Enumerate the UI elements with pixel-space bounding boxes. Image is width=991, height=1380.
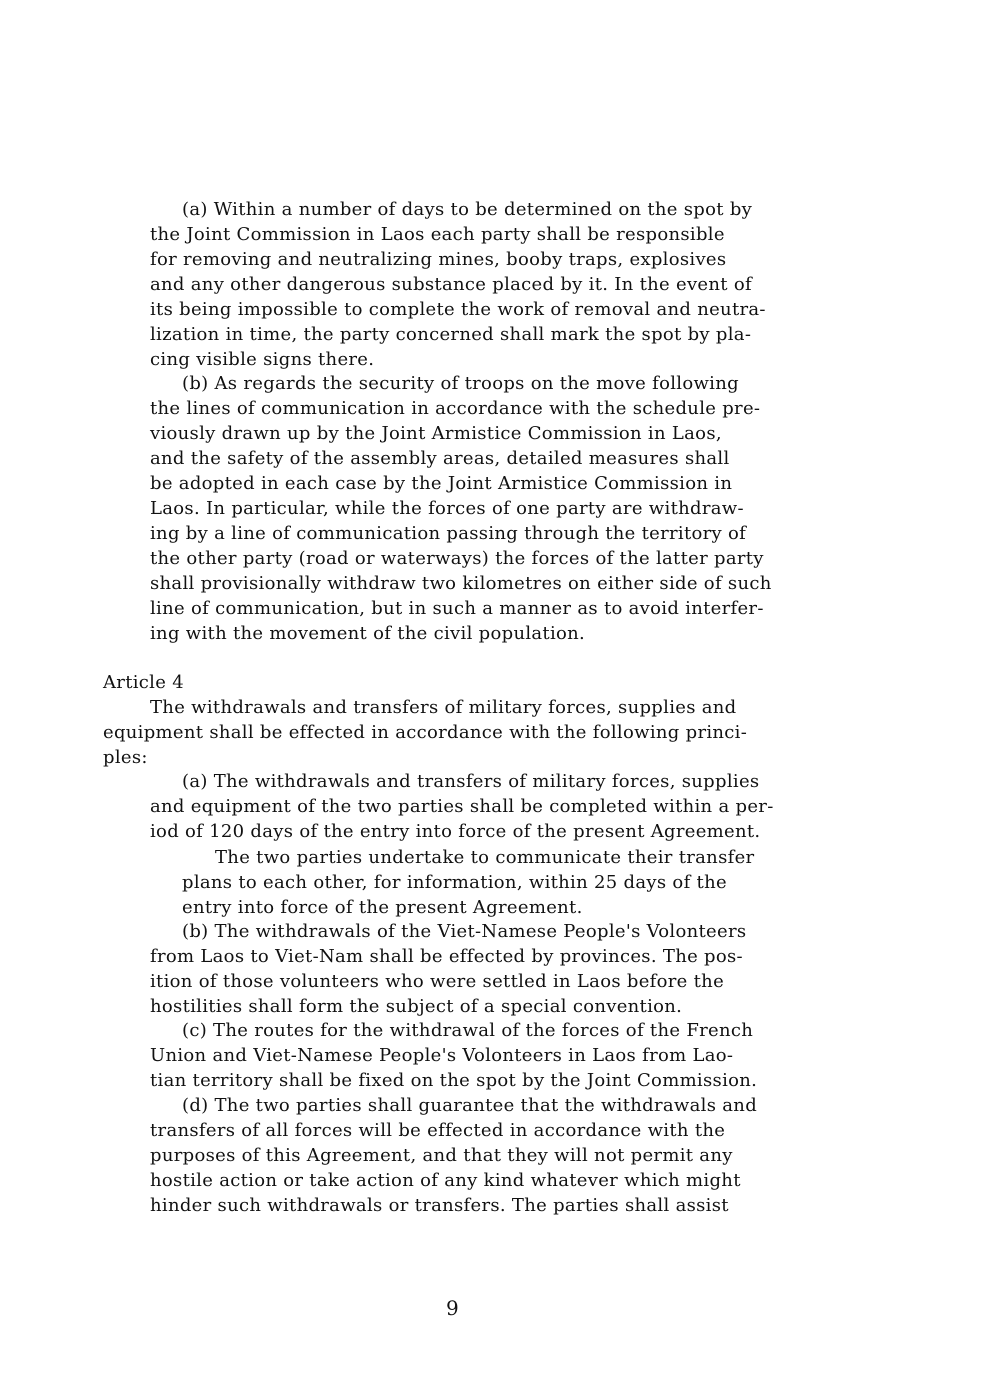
article-4b-line: hostilities shall form the subject of a special convention. xyxy=(150,996,683,1017)
article-4c-line: (c) The routes for the withdrawal of the forces of the French xyxy=(182,1020,754,1041)
article-4d-line: hostile action or take action of any kind whatever which might xyxy=(150,1170,741,1191)
para-3b-line: line of communication, but in such a manner as to avoid interfer- xyxy=(150,598,764,619)
para-3b-line: ing by a line of communication passing through the territory of xyxy=(150,523,747,544)
para-3b-line: viously drawn up by the Joint Armistice Commission in Laos, xyxy=(150,423,722,444)
article-4d-line: hinder such withdrawals or transfers. The parties shall assist xyxy=(150,1195,729,1216)
article-4a-line: and equipment of the two parties shall be completed within a per- xyxy=(150,796,774,817)
article-4c-line: Union and Viet-Namese People's Volonteers in Laos from Lao- xyxy=(150,1045,734,1066)
article-4d-line: (d) The two parties shall guarantee that the withdrawals and xyxy=(182,1095,758,1116)
para-3b-line: and the safety of the assembly areas, detailed measures shall xyxy=(150,448,730,469)
article-4d-line: purposes of this Agreement, and that they will not permit any xyxy=(150,1145,733,1166)
para-3b-line: shall provisionally withdraw two kilometres on either side of such xyxy=(150,573,772,594)
article-4a-line: iod of 120 days of the entry into force of the present Agreement. xyxy=(150,821,761,842)
article-4c-line: tian territory shall be fixed on the spot by the Joint Commission. xyxy=(150,1070,758,1091)
article-heading: Article 4 xyxy=(103,672,184,693)
para-3b-line: the lines of communication in accordance with the schedule pre- xyxy=(150,398,761,419)
para-3b-line: Laos. In particular, while the forces of one party are withdraw- xyxy=(150,498,744,519)
page-number: 9 xyxy=(446,1296,460,1320)
para-3a-line: and any other dangerous substance placed by it. In the event of xyxy=(150,274,752,295)
article-4b-line: from Laos to Viet-Nam shall be effected by provinces. The pos- xyxy=(150,946,743,967)
article-4-intro-line: ples: xyxy=(103,747,148,768)
article-4-intro-line: The withdrawals and transfers of military forces, supplies and xyxy=(150,697,737,718)
para-3b-line: the other party (road or waterways) the forces of the latter party xyxy=(150,548,764,569)
article-4d-line: transfers of all forces will be effected in accordance with the xyxy=(150,1120,726,1141)
article-4-intro-line: equipment shall be effected in accordance with the following princi- xyxy=(103,722,748,743)
article-4a-line: (a) The withdrawals and transfers of military forces, supplies xyxy=(182,771,760,792)
para-3b-line: ing with the movement of the civil population. xyxy=(150,623,586,644)
article-4a-cont-line: entry into force of the present Agreement. xyxy=(182,897,583,918)
para-3a-line: for removing and neutralizing mines, booby traps, explosives xyxy=(150,249,727,270)
article-4b-line: (b) The withdrawals of the Viet-Namese People's Volonteers xyxy=(182,921,747,942)
para-3a-line: cing visible signs there. xyxy=(150,349,375,370)
para-3b-line: (b) As regards the security of troops on the move following xyxy=(182,373,739,394)
para-3a-line: (a) Within a number of days to be determined on the spot by xyxy=(182,199,753,220)
article-4a-cont-line: plans to each other, for information, within 25 days of the xyxy=(182,872,727,893)
para-3a-line: the Joint Commission in Laos each party shall be responsible xyxy=(150,224,725,245)
para-3a-line: lization in time, the party concerned shall mark the spot by pla- xyxy=(150,324,752,345)
article-4a-cont-line: The two parties undertake to communicate their transfer xyxy=(215,847,755,868)
article-4b-line: ition of those volunteers who were settled in Laos before the xyxy=(150,971,725,992)
para-3a-line: its being impossible to complete the work of removal and neutra- xyxy=(150,299,766,320)
para-3b-line: be adopted in each case by the Joint Armistice Commission in xyxy=(150,473,733,494)
